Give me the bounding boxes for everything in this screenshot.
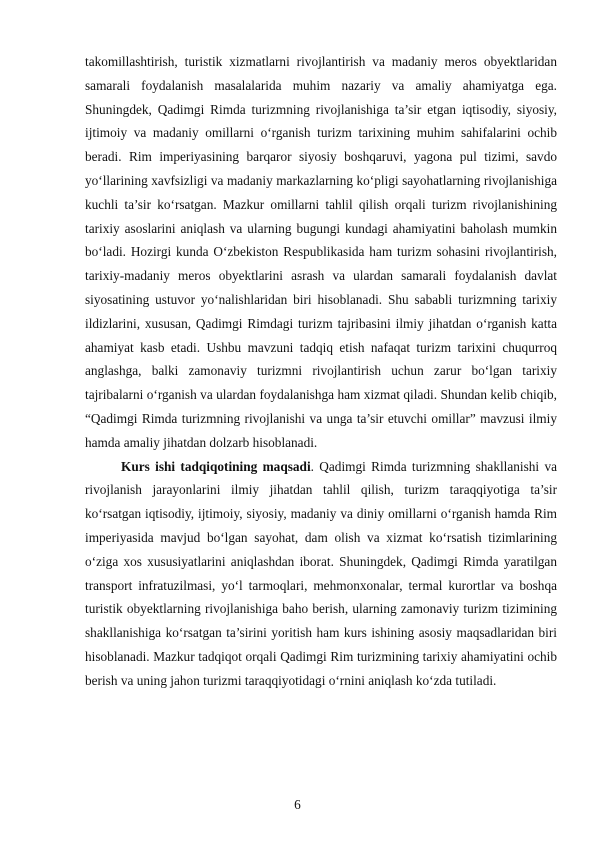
body-text — [85, 50, 557, 693]
paragraph-intro-continued: takomillashtirish, turistik xizmatlarni rivojlantirish va madaniy meros obyektlaridan samarali foydalanish masalalarida muhim nazariy va amaliy ahamiyatga ega. Shuningdek, Qadimgi Rimda turizmning rivojlanishiga ta’sir etgan iqtisodiy, siyosiy, ijtimoiy va madaniy omillarni o‘rganish turizm tarixining muhim sahifalarini ochib beradi. Rim imperiyasining barqaror siyosiy boshqaruvi, yagona pul tizimi, savdo yo‘llarining xavfsizligi va madaniy markazlarning ko‘pligi sayohatlarning rivojlanishiga kuchli ta’sir ko‘rsatgan. Mazkur omillarni tahlil qilish orqali turizm rivojlanishining tarixiy asoslarini aniqlash va ularning bugungi kundagi ahamiyatini baholash mumkin bo‘ladi. Hozirgi kunda O‘zbekiston Respublikasida ham turizm sohasini rivojlantirish, tarixiy-madaniy meros obyektlarini asrash va ulardan samarali foydalanish davlat siyosatining ustuvor yo‘nalishlaridan biri hisoblanadi. Shu sababli turizmning tarixiy ildizlarini, xususan, Qadimgi Rimdagi turizm tajribasini ilmiy jihatdan o‘rganish katta ahamiyat kasb etadi. Ushbu mavzuni tadqiq etish nafaqat turizm tarixini chuqurroq anglashga, balki zamonaviy turizmni rivojlantirish uchun zarur bo‘lgan tarixiy tajribalarni o‘rganish va ulardan foydalanishga ham xizmat qiladi. Shundan kelib chiqib, “Qadimgi Rimda turizmning rivojlanishi va unga ta’sir etuvchi omillar” mavzusi ilmiy hamda amaliy jihatdan dolzarb hisoblanadi. — [85, 54, 557, 450]
page-number: 6 — [294, 797, 301, 812]
paragraph-research-goal — [85, 455, 557, 693]
research-goal-heading: Kurs ishi tadqiqotining maqsadi — [121, 458, 311, 474]
research-goal-text: . Qadimgi Rimda turizmning shakllanishi va rivojlanish jarayonlarini ilmiy jihatdan tahlil qilish, turizm taraqqiyotiga ta’sir ko‘rsatgan iqtisodiy, ijtimoiy, siyosiy, madaniy va diniy omillarni o‘rganish hamda Rim imperiyasida mavjud bo‘lgan sayohat, dam olish va xizmat ko‘rsatish tizimlarining o‘ziga xos xususiyatlarini aniqlashdan iborat. Shuningdek, Qadimgi Rimda yaratilgan transport infratuzilmasi, yo‘l tarmoqlari, mehmonxonalar, termal kurortlar va boshqa turistik obyektlarning rivojlanishiga baho berish, ularning zamonaviy turizm tizimining shakllanishiga ko‘rsatgan ta’sirini yoritish ham kurs ishining asosiy maqsadlaridan biri hisoblanadi. Mazkur tadqiqot orqali Qadimgi Rim turizmining tarixiy ahamiyatini ochib berish va uning jahon turizmi taraqqiyotidagi o‘rnini aniqlash ko‘zda tutiladi. — [85, 458, 557, 688]
